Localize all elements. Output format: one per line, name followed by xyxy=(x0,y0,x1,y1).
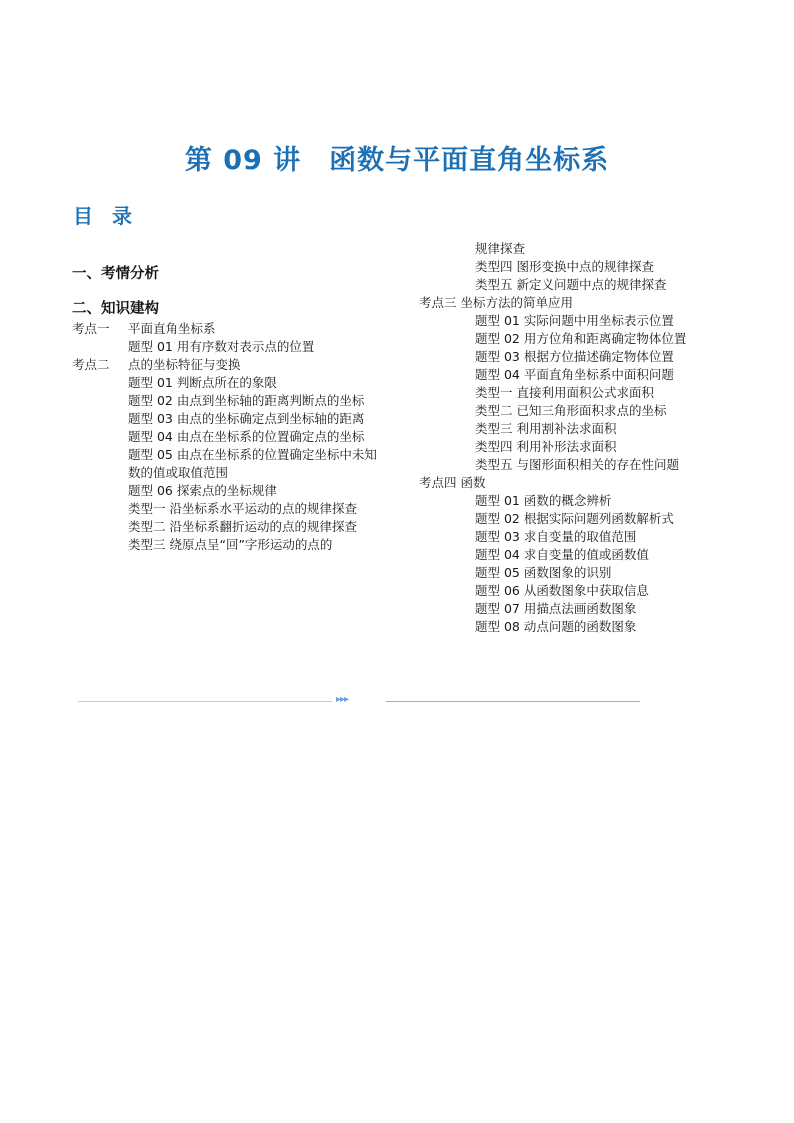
toc-item[interactable]: 类型二 已知三角形面积求点的坐标 xyxy=(475,403,667,418)
toc-item[interactable]: 类型五 新定义问题中点的规律探查 xyxy=(475,277,667,292)
toc-item[interactable]: 题型 03 根据方位描述确定物体位置 xyxy=(475,349,674,364)
toc-item[interactable]: 题型 04 求自变量的值或函数值 xyxy=(475,547,649,562)
point-label: 考点四 xyxy=(419,475,457,490)
toc-item[interactable]: 类型四 利用补形法求面积 xyxy=(475,439,617,454)
toc-left-column xyxy=(72,320,377,554)
toc-item[interactable]: 类型三 绕原点呈“回”字形运动的点的 xyxy=(128,537,333,552)
point-text: 点的坐标特征与变换 xyxy=(128,357,241,372)
toc-point[interactable] xyxy=(419,474,719,492)
point-label: 考点三 xyxy=(419,295,457,310)
toc-item[interactable]: 题型 02 由点到坐标轴的距离判断点的坐标 xyxy=(128,393,365,408)
toc-item[interactable]: 题型 04 平面直角坐标系中面积问题 xyxy=(475,367,674,382)
toc-item[interactable]: 题型 01 实际问题中用坐标表示位置 xyxy=(475,313,674,328)
toc-item[interactable]: 类型五 与图形面积相关的存在性问题 xyxy=(475,457,679,472)
toc-point[interactable] xyxy=(72,356,377,374)
toc-right-column xyxy=(419,240,719,636)
toc-item[interactable]: 类型三 利用割补法求面积 xyxy=(475,421,617,436)
toc-item[interactable]: 题型 01 用有序数对表示点的位置 xyxy=(128,339,315,354)
toc-item[interactable]: 题型 07 用描点法画函数图象 xyxy=(475,601,637,616)
section-knowledge-structure[interactable]: 二、知识建构 xyxy=(72,301,159,317)
divider-right xyxy=(386,701,640,702)
toc-item[interactable]: 题型 02 根据实际问题列函数解析式 xyxy=(475,511,674,526)
toc-item[interactable]: 题型 03 求自变量的取值范围 xyxy=(475,529,637,544)
toc-item[interactable]: 题型 05 由点在坐标系的位置确定坐标中未知数的值或取值范围 xyxy=(128,447,377,480)
toc-item[interactable]: 题型 08 动点问题的函数图象 xyxy=(475,619,637,634)
toc-point[interactable] xyxy=(419,294,719,312)
toc-item[interactable]: 题型 06 探索点的坐标规律 xyxy=(128,483,277,498)
toc-item[interactable]: 题型 01 判断点所在的象限 xyxy=(128,375,277,390)
toc-item[interactable]: 题型 02 用方位角和距离确定物体位置 xyxy=(475,331,687,346)
divider-left xyxy=(78,701,332,702)
toc-item[interactable]: 题型 05 函数图象的识别 xyxy=(475,565,612,580)
toc-item[interactable]: 题型 06 从函数图象中获取信息 xyxy=(475,583,649,598)
point-label: 考点二 xyxy=(72,357,110,372)
toc-heading: 目 录 xyxy=(73,204,138,228)
toc-item[interactable]: 题型 03 由点的坐标确定点到坐标轴的距离 xyxy=(128,411,365,426)
toc-point[interactable] xyxy=(72,320,377,338)
toc-item[interactable]: 类型一 直接利用面积公式求面积 xyxy=(475,385,654,400)
point-text: 平面直角坐标系 xyxy=(128,321,216,336)
toc-item[interactable]: 类型一 沿坐标系水平运动的点的规律探查 xyxy=(128,501,357,516)
toc-item-continued[interactable]: 规律探查 xyxy=(475,241,526,256)
arrows-icon: ▸▸▸ xyxy=(336,694,349,705)
page-title: 第 09 讲 函数与平面直角坐标系 xyxy=(184,145,610,176)
point-text: 坐标方法的简单应用 xyxy=(460,295,574,310)
toc-item[interactable]: 题型 01 函数的概念辨析 xyxy=(475,493,612,508)
point-text: 函数 xyxy=(460,475,486,490)
toc-item[interactable]: 类型二 沿坐标系翻折运动的点的规律探查 xyxy=(128,519,357,534)
section-exam-analysis[interactable]: 一、考情分析 xyxy=(72,266,159,282)
point-label: 考点一 xyxy=(72,321,110,336)
toc-item[interactable]: 类型四 图形变换中点的规律探查 xyxy=(475,259,654,274)
toc-item[interactable]: 题型 04 由点在坐标系的位置确定点的坐标 xyxy=(128,429,365,444)
